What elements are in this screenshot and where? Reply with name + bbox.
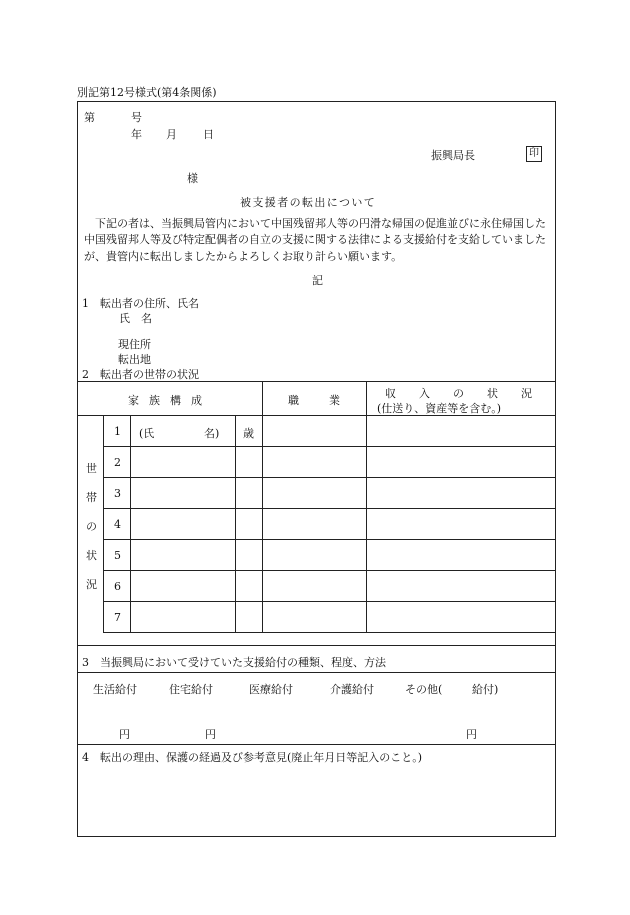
row-divider xyxy=(103,632,556,633)
section3-heading: 3 当振興局において受けていた支援給付の種類、程度、方法 xyxy=(82,656,386,669)
name-placeholder-open: (氏 xyxy=(139,427,155,440)
col-divider xyxy=(103,415,104,632)
row-divider xyxy=(103,539,556,540)
form-frame xyxy=(77,101,556,837)
row-divider xyxy=(103,601,556,602)
section1-heading: 1 転出者の住所、氏名 xyxy=(82,297,199,310)
current-address-label: 現住所 xyxy=(118,338,151,351)
col-occupation-header: 職業 xyxy=(288,394,370,407)
section4-heading: 4 転出の理由、保護の経過及び参考意見(廃止年月日等記入のこと。) xyxy=(82,751,423,764)
row-number: 2 xyxy=(114,456,121,469)
form-label: 別記第12号様式(第4条関係) xyxy=(77,86,217,99)
seal-mark: 印 xyxy=(526,146,542,162)
col-family-header: 家族構成 xyxy=(128,394,212,407)
document-title: 被支援者の転出について xyxy=(240,196,377,209)
table-bottom-border xyxy=(77,645,556,646)
col-divider xyxy=(130,415,131,632)
yen-label: 円 xyxy=(119,728,130,741)
yen-label: 円 xyxy=(205,728,216,741)
number-prefix: 第 xyxy=(84,111,95,124)
benefit-type: 給付) xyxy=(472,683,499,696)
vertical-label-char: 帯 xyxy=(86,491,97,504)
row-number: 1 xyxy=(114,425,121,438)
col-divider xyxy=(262,381,263,632)
row-divider xyxy=(103,446,556,447)
benefit-type: 医療給付 xyxy=(249,683,293,696)
row-divider xyxy=(103,508,556,509)
age-label: 歳 xyxy=(243,427,254,440)
section2-heading: 2 転出者の世帯の状況 xyxy=(82,368,199,381)
name-placeholder-close: 名) xyxy=(204,427,220,440)
benefit-type: 住宅給付 xyxy=(169,683,213,696)
col-income-header: 収入の状況 xyxy=(385,387,555,400)
row-number: 3 xyxy=(114,487,121,500)
row-number: 6 xyxy=(114,580,121,593)
row-number: 4 xyxy=(114,518,121,531)
vertical-label-char: 況 xyxy=(86,578,97,591)
destination-label: 転出地 xyxy=(118,353,151,366)
section3-divider xyxy=(77,672,556,673)
year-label: 年 xyxy=(131,128,142,141)
vertical-label-char: の xyxy=(86,520,97,533)
row-number: 5 xyxy=(114,549,121,562)
table-top-border xyxy=(77,381,556,382)
vertical-label-char: 世 xyxy=(86,462,97,475)
benefit-type: その他( xyxy=(405,683,443,696)
row-divider xyxy=(103,570,556,571)
day-label: 日 xyxy=(203,128,214,141)
benefit-type: 生活給付 xyxy=(93,683,137,696)
month-label: 月 xyxy=(166,128,177,141)
vertical-label-char: 状 xyxy=(86,549,97,562)
body-paragraph: 下記の者は、当振興局管内において中国残留邦人等の円滑な帰国の促進並びに永住帰国した中国残留邦人等及び特定配偶者の自立の支援に関する法律による支援給付を支給していましたが、貴管内に転出しましたからよろしくお取り計らい願います。 xyxy=(84,217,546,263)
row-divider xyxy=(103,477,556,478)
addressee-suffix: 様 xyxy=(187,172,198,185)
name-label: 氏 名 xyxy=(119,312,152,325)
number-suffix: 号 xyxy=(131,111,142,124)
ki-label: 記 xyxy=(312,274,323,287)
issuer-label: 振興局長 xyxy=(431,149,475,162)
benefit-type: 介護給付 xyxy=(330,683,374,696)
row-number: 7 xyxy=(114,611,121,624)
yen-label: 円 xyxy=(466,728,477,741)
col-divider xyxy=(235,415,236,632)
section4-divider xyxy=(77,744,556,745)
col-income-subheader: (仕送り、資産等を含む。) xyxy=(377,402,502,415)
col-divider xyxy=(366,381,367,632)
